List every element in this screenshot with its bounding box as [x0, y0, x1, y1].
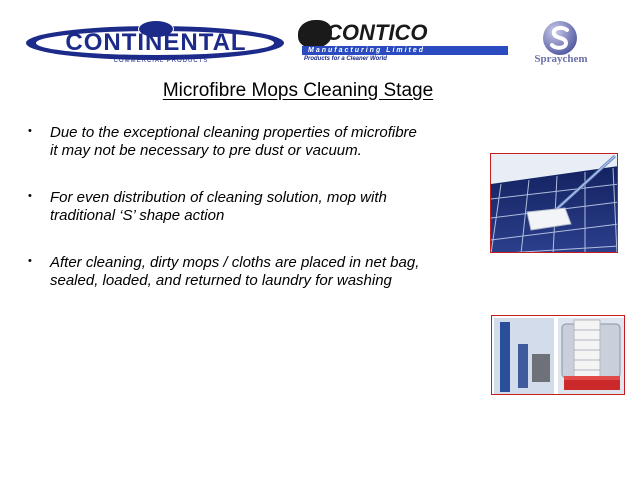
bullet-item — [28, 254, 428, 289]
contico-logo-bar: Manufacturing Limited — [302, 46, 508, 55]
laundry-photo — [491, 315, 625, 395]
contico-logo — [298, 20, 510, 66]
continental-logo-wordmark: CONTINENTAL — [65, 29, 247, 56]
mop-floor-image — [491, 154, 618, 253]
bullet-text: For even distribution of cleaning solution, mop with traditional ‘S’ shape action — [50, 189, 387, 224]
spraychem-logo — [518, 20, 604, 70]
bullet-item — [28, 189, 428, 224]
bullet-text: After cleaning, dirty mops / cloths are placed in net bag, sealed, loaded, and returned to laundry for washing — [50, 254, 420, 289]
mop-floor-photo — [490, 153, 618, 253]
bullet-text: Due to the exceptional cleaning properties of microfibre it may not be necessary to pre dust or vacuum. — [50, 124, 417, 159]
continental-logo — [26, 20, 288, 66]
contico-logo-wordmark: CONTICO — [326, 20, 428, 45]
spraychem-s-icon — [542, 20, 578, 56]
bullet-marker: • — [28, 190, 32, 202]
spraychem-logo-wordmark: Spraychem — [534, 53, 588, 65]
laundry-image — [492, 316, 625, 395]
contico-logo-tagline: Products for a Cleaner World — [304, 56, 387, 62]
slide-title: Microfibre Mops Cleaning Stage — [162, 80, 434, 101]
bullet-marker: • — [28, 255, 32, 267]
bullet-marker: • — [28, 125, 32, 137]
bullet-item — [28, 124, 428, 159]
bullet-list — [28, 124, 428, 319]
continental-logo-subtitle: COMMERCIAL PRODUCTS — [113, 58, 209, 64]
